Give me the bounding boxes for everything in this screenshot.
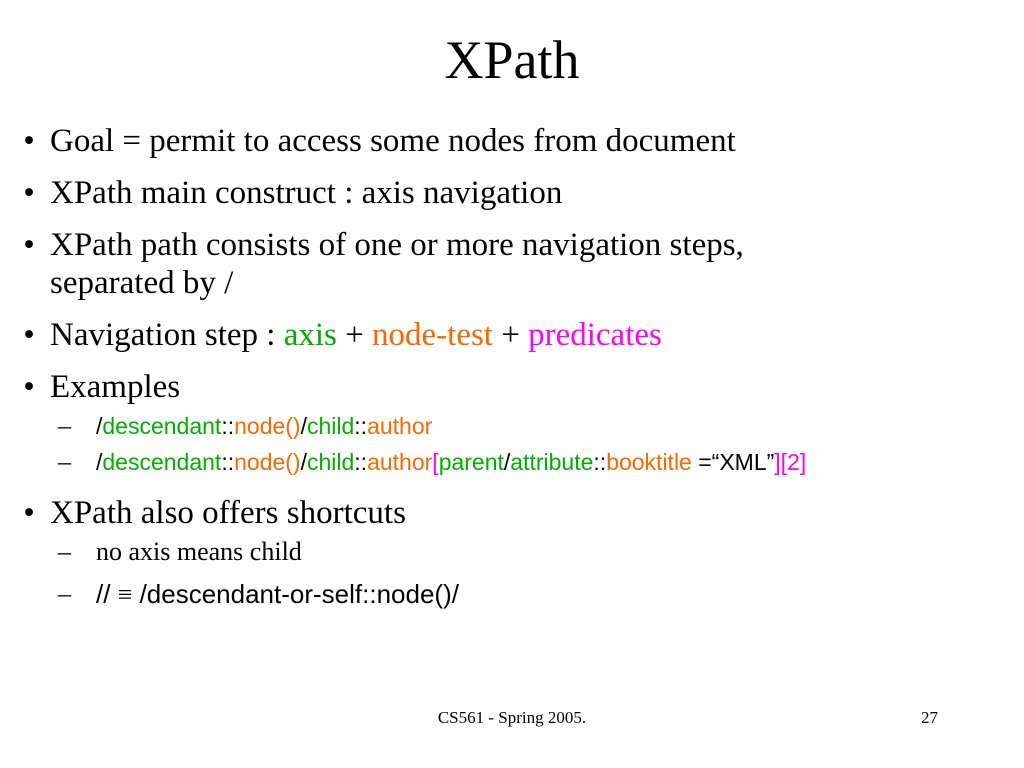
axis-separator: ::: [221, 413, 235, 439]
shortcut-2-lhs: //: [96, 579, 118, 609]
bullet-marker: •: [23, 227, 35, 263]
dash-marker: –: [58, 411, 71, 440]
slash: /: [300, 449, 307, 475]
bullet-marker: •: [23, 369, 35, 405]
bullet-text: Examples: [50, 369, 181, 405]
bullet-marker: •: [23, 317, 35, 353]
bullet-text-line2: separated by /: [50, 265, 234, 301]
node-test-author: author: [367, 449, 433, 475]
dash-marker: –: [58, 579, 71, 608]
node-test-node: node(): [234, 449, 301, 475]
equals-xml: =“XML”: [691, 449, 775, 475]
shortcut-1: [14, 534, 1004, 570]
page-number: 27: [921, 708, 938, 727]
shortcut-1-text: no axis means child: [96, 537, 302, 566]
nav-step-prefix: Navigation step :: [50, 317, 284, 353]
plus-sign: +: [492, 317, 529, 353]
bullet-marker: •: [23, 123, 35, 159]
bullet-text: XPath main construct : axis navigation: [50, 175, 563, 211]
example-1: [14, 408, 1004, 444]
example-2-code: [96, 449, 806, 475]
axis-term: axis: [283, 317, 337, 353]
slash: /: [503, 449, 511, 475]
equivalence-symbol: ≡: [117, 580, 133, 609]
bullet-shortcuts: [14, 494, 1004, 532]
bullet-text-line1: XPath path consists of one or more navigation steps,: [50, 227, 744, 263]
bullet-examples: [14, 368, 1004, 406]
bullet-text: Goal = permit to access some nodes from document: [50, 123, 736, 159]
bullet-list: [14, 122, 1004, 627]
plus-sign: +: [336, 317, 373, 353]
shortcut-2: [14, 576, 1004, 613]
bullet-text: XPath also offers shortcuts: [50, 495, 406, 531]
example-1-code: [96, 413, 432, 439]
slash: /: [96, 413, 103, 439]
bullet-goal: [14, 122, 1004, 160]
axis-descendant: descendant: [102, 413, 222, 439]
footer-course: CS561 - Spring 2005.: [437, 708, 587, 727]
bullet-navigation-step: [14, 316, 1004, 354]
node-test-booktitle: booktitle: [606, 449, 692, 475]
predicate-open-bracket: [: [432, 449, 439, 475]
axis-separator: ::: [593, 449, 607, 475]
axis-attribute: attribute: [510, 449, 594, 475]
axis-separator: ::: [354, 449, 368, 475]
axis-parent: parent: [438, 449, 504, 475]
node-test-node: node(): [234, 413, 301, 439]
bullet-marker: •: [23, 495, 35, 531]
example-2: [14, 444, 1004, 480]
slash: /: [96, 449, 103, 475]
dash-marker: –: [58, 537, 71, 566]
bullet-path-steps: [14, 226, 1004, 302]
axis-descendant: descendant: [102, 449, 222, 475]
axis-separator: ::: [221, 449, 235, 475]
slide-title: XPath: [444, 30, 580, 90]
examples-sublist: [14, 408, 1004, 480]
axis-child: child: [306, 413, 355, 439]
node-test-term: node-test: [372, 317, 493, 353]
axis-separator: ::: [354, 413, 368, 439]
dash-marker: –: [58, 447, 71, 476]
axis-child: child: [306, 449, 355, 475]
bullet-marker: •: [23, 175, 35, 211]
predicate-close-index: ][2]: [774, 449, 807, 475]
bullet-main-construct: [14, 174, 1004, 212]
node-test-author: author: [367, 413, 433, 439]
shortcuts-sublist: [14, 534, 1004, 613]
slash: /: [300, 413, 307, 439]
shortcut-2-rhs: /descendant-or-self::node()/: [132, 579, 459, 609]
predicates-term: predicates: [528, 317, 662, 353]
